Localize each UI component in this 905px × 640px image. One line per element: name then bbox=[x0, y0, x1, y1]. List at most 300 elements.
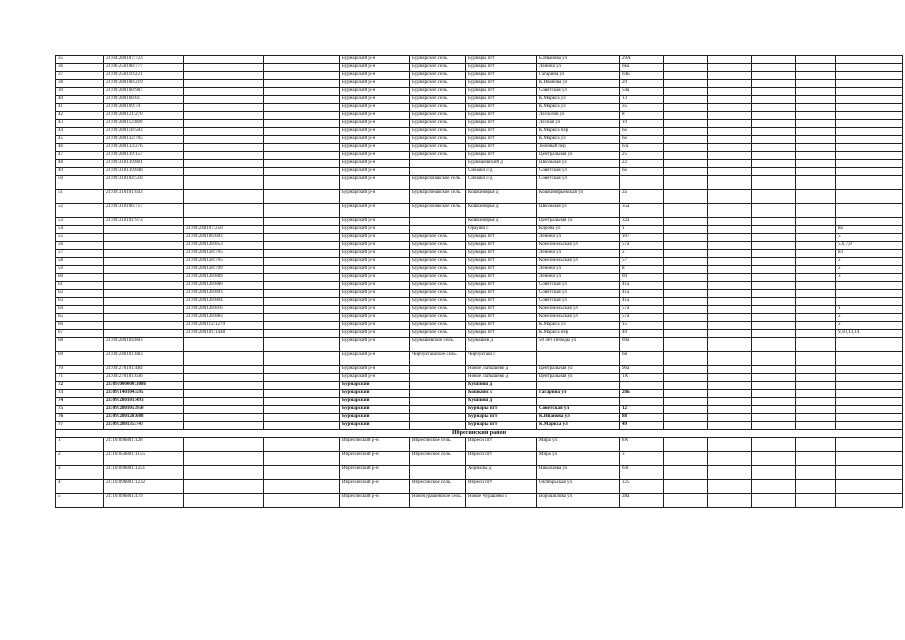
table-cell: 8 bbox=[620, 266, 664, 274]
table-cell bbox=[752, 176, 796, 190]
table-cell: Бурнары пгт bbox=[466, 322, 537, 330]
table-cell bbox=[104, 250, 184, 258]
table-row bbox=[56, 136, 903, 144]
table-cell bbox=[796, 290, 836, 298]
table-cell bbox=[796, 190, 836, 204]
table-cell: Бурнарский р-н bbox=[340, 218, 410, 226]
table-cell bbox=[708, 80, 752, 88]
table-cell bbox=[708, 168, 752, 176]
table-cell: Бурнарский р-н bbox=[340, 352, 410, 366]
table-cell bbox=[752, 120, 796, 128]
table-cell: 69а bbox=[620, 338, 664, 352]
table-cell: Новое Чурашево с bbox=[466, 494, 537, 508]
table-cell bbox=[836, 64, 903, 72]
table-cell: 52 bbox=[56, 204, 104, 218]
table-cell bbox=[264, 422, 340, 430]
table-cell bbox=[752, 96, 796, 104]
table-cell: 21:06:250108:777 bbox=[104, 64, 184, 72]
table-cell: Бурнары пгт bbox=[466, 96, 537, 104]
table-cell bbox=[664, 128, 708, 136]
table-cell bbox=[752, 144, 796, 152]
table-row bbox=[56, 80, 903, 88]
table-cell bbox=[104, 298, 184, 306]
table-cell bbox=[836, 422, 903, 430]
table-cell: 21:09:280112:1279 bbox=[184, 322, 264, 330]
table-cell bbox=[184, 338, 264, 352]
table-row bbox=[56, 282, 903, 290]
table-cell: Бурнары пгт bbox=[466, 104, 537, 112]
table-cell: 88 bbox=[620, 414, 664, 422]
table-cell: Бурнары пгт bbox=[466, 250, 537, 258]
table-cell: Бурнарский р-н bbox=[340, 152, 410, 160]
table-row bbox=[56, 258, 903, 266]
table-cell: Бурнарское сель. bbox=[410, 282, 466, 290]
table-cell bbox=[796, 160, 836, 168]
table-row bbox=[56, 306, 903, 314]
table-cell: Центральная ул bbox=[537, 152, 620, 160]
table-cell: 21:09:280133:276 bbox=[104, 144, 184, 152]
table-cell: 21:09:280132:705 bbox=[104, 136, 184, 144]
table-cell: 38 bbox=[56, 80, 104, 88]
table-cell bbox=[184, 438, 264, 452]
table-cell bbox=[664, 104, 708, 112]
table-cell: Бурнарский р-н bbox=[340, 120, 410, 128]
table-cell: Бурнарский р-н bbox=[340, 338, 410, 352]
table-cell: Бурнары пгт bbox=[466, 144, 537, 152]
table-cell: 21:09:280128:880 bbox=[184, 282, 264, 290]
table-cell bbox=[664, 136, 708, 144]
table-cell bbox=[184, 382, 264, 390]
table-cell: Лесная ул bbox=[537, 120, 620, 128]
table-cell bbox=[796, 96, 836, 104]
table-row bbox=[56, 266, 903, 274]
table-cell bbox=[752, 112, 796, 120]
table-cell bbox=[410, 422, 466, 430]
table-cell bbox=[664, 306, 708, 314]
table-cell: Бурнарский р-н bbox=[340, 298, 410, 306]
table-cell bbox=[836, 390, 903, 398]
table-cell bbox=[184, 160, 264, 168]
table-cell bbox=[264, 282, 340, 290]
table-cell: Бурнарский р-н bbox=[340, 160, 410, 168]
table-cell: К.Маркса ул bbox=[537, 322, 620, 330]
table-cell bbox=[664, 422, 708, 430]
table-cell: Ибреси пгт bbox=[466, 438, 537, 452]
table-cell: Ибреси пгт bbox=[466, 452, 537, 466]
table-cell bbox=[664, 266, 708, 274]
table-cell: 22 bbox=[620, 160, 664, 168]
table-cell: Советская ул bbox=[537, 168, 620, 176]
table-cell bbox=[752, 56, 796, 64]
table-cell: 21:09:280128:688 bbox=[104, 414, 184, 422]
table-cell: 49 bbox=[620, 330, 664, 338]
table-cell: Бурнарский р-н bbox=[340, 266, 410, 274]
table-cell bbox=[796, 120, 836, 128]
table-cell bbox=[752, 414, 796, 422]
table-cell bbox=[264, 480, 340, 494]
table-cell bbox=[752, 80, 796, 88]
table-cell: 42 bbox=[56, 112, 104, 120]
table-cell bbox=[836, 480, 903, 494]
table-cell: Бурнарский р-н bbox=[340, 366, 410, 374]
table-cell: Зеленый пер bbox=[537, 144, 620, 152]
table-cell: Бурнарский р-н bbox=[340, 282, 410, 290]
table-cell: 48 bbox=[56, 160, 104, 168]
table-cell bbox=[664, 88, 708, 96]
table-row bbox=[56, 398, 903, 406]
table-row bbox=[56, 168, 903, 176]
table-row bbox=[56, 120, 903, 128]
table-cell bbox=[836, 398, 903, 406]
table-cell: 65 bbox=[56, 314, 104, 322]
table-cell bbox=[836, 136, 903, 144]
table-row bbox=[56, 274, 903, 282]
table-cell: 21:09:280112:809 bbox=[104, 120, 184, 128]
table-cell: Хормалы д bbox=[466, 466, 537, 480]
table-cell bbox=[410, 168, 466, 176]
table-cell: 64 bbox=[56, 306, 104, 314]
table-cell bbox=[664, 480, 708, 494]
table-cell bbox=[410, 366, 466, 374]
table-body-tall-2 bbox=[56, 338, 903, 366]
table-cell: Бурнарский р-н bbox=[340, 226, 410, 234]
table-row bbox=[56, 242, 903, 250]
table-cell: 67 bbox=[56, 330, 104, 338]
table-cell: 8 bbox=[620, 112, 664, 120]
table-cell: 49 bbox=[620, 422, 664, 430]
table-row bbox=[56, 104, 903, 112]
table-cell bbox=[104, 282, 184, 290]
table-cell bbox=[752, 290, 796, 298]
table-cell bbox=[752, 104, 796, 112]
table-row bbox=[56, 226, 903, 234]
table-cell: К.Маркса ул bbox=[537, 422, 620, 430]
table-cell: Бурнарский bbox=[340, 398, 410, 406]
table-cell bbox=[264, 72, 340, 80]
table-cell: 53 bbox=[56, 218, 104, 226]
table-cell bbox=[708, 204, 752, 218]
table-cell bbox=[708, 72, 752, 80]
table-cell: Бурнарское сель. bbox=[410, 306, 466, 314]
table-cell: Кошкинярьевская ул bbox=[537, 190, 620, 204]
table-cell bbox=[264, 136, 340, 144]
table-cell: 28а bbox=[620, 494, 664, 508]
table-cell: 21:09:280108:219 bbox=[104, 80, 184, 88]
table-cell bbox=[796, 204, 836, 218]
table-cell: 61 bbox=[56, 282, 104, 290]
table-cell bbox=[796, 322, 836, 330]
table-cell bbox=[752, 322, 796, 330]
table-cell bbox=[264, 452, 340, 466]
table-cell bbox=[184, 56, 264, 64]
table-cell: 21:09:310139:848 bbox=[104, 168, 184, 176]
table-row bbox=[56, 366, 903, 374]
table-cell: Бурнары пгт bbox=[466, 80, 537, 88]
table-cell: Бурнары пгт bbox=[466, 406, 537, 414]
table-cell bbox=[752, 226, 796, 234]
table-cell bbox=[664, 406, 708, 414]
table-cell: Ибресинское сель. bbox=[410, 480, 466, 494]
table-cell: Ленина ул bbox=[537, 64, 620, 72]
table-cell: 8а bbox=[836, 226, 903, 234]
table-cell bbox=[184, 406, 264, 414]
table-cell: Бурнары пгт bbox=[466, 56, 537, 64]
table-cell bbox=[264, 466, 340, 480]
table-cell: Бурнарский р-н bbox=[340, 72, 410, 80]
table-cell bbox=[796, 382, 836, 390]
table-cell: 69 bbox=[620, 274, 664, 282]
table-cell bbox=[796, 242, 836, 250]
table-cell: 49 bbox=[56, 168, 104, 176]
table-row bbox=[56, 330, 903, 338]
table-cell: 2 bbox=[836, 322, 903, 330]
table-cell: 51 bbox=[56, 190, 104, 204]
table-cell: Бурнарский р-н bbox=[340, 112, 410, 120]
table-cell: Бурнары пгт bbox=[466, 274, 537, 282]
table-cell bbox=[264, 266, 340, 274]
table-cell bbox=[836, 382, 903, 390]
table-cell: Бурнарский р-н bbox=[340, 136, 410, 144]
table-cell bbox=[664, 452, 708, 466]
table-cell: 6ка bbox=[620, 64, 664, 72]
table-body-bold bbox=[56, 382, 903, 430]
table-cell bbox=[264, 366, 340, 374]
table-cell: 54 bbox=[56, 226, 104, 234]
table-cell bbox=[752, 480, 796, 494]
table-cell bbox=[708, 112, 752, 120]
table-cell: Сюнаки с/д bbox=[466, 168, 537, 176]
table-cell bbox=[664, 274, 708, 282]
table-row bbox=[56, 290, 903, 298]
table-cell bbox=[664, 298, 708, 306]
table-cell bbox=[708, 218, 752, 226]
table-cell: Бурнарский bbox=[340, 414, 410, 422]
table-cell: 21:09:000000:3086 bbox=[104, 382, 184, 390]
table-cell bbox=[836, 466, 903, 480]
table-cell bbox=[264, 274, 340, 282]
table-cell bbox=[752, 422, 796, 430]
table-cell: 1 bbox=[56, 438, 104, 452]
table-cell bbox=[752, 338, 796, 352]
table-cell bbox=[664, 64, 708, 72]
table-cell bbox=[836, 366, 903, 374]
table-cell: Бурнары пгт bbox=[466, 258, 537, 266]
table-cell bbox=[752, 168, 796, 176]
table-cell: Бурнарский bbox=[340, 422, 410, 430]
table-cell bbox=[796, 414, 836, 422]
table-cell: Советская ул bbox=[537, 88, 620, 96]
table-cell: Бурнарский р-н bbox=[340, 250, 410, 258]
table-cell bbox=[796, 250, 836, 258]
table-cell bbox=[836, 290, 903, 298]
table-cell: 21:09:240101:883 bbox=[104, 352, 184, 366]
table-cell bbox=[796, 422, 836, 430]
table-cell: 21:09:240107:250 bbox=[184, 226, 264, 234]
table-cell: 21:09:280128:883 bbox=[184, 314, 264, 322]
table-cell: Бурнары пгт bbox=[466, 414, 537, 422]
table-cell: Бурнарский р-н bbox=[340, 88, 410, 96]
table-cell: 6н bbox=[620, 352, 664, 366]
table-cell: 39 bbox=[56, 88, 104, 96]
table-cell bbox=[410, 374, 466, 382]
table-cell: Бурнарский р-н bbox=[340, 204, 410, 218]
table-cell bbox=[104, 226, 184, 234]
table-cell: 6/н bbox=[620, 466, 664, 480]
table-cell bbox=[708, 330, 752, 338]
table-cell: Центральная ул bbox=[537, 366, 620, 374]
table-row bbox=[56, 112, 903, 120]
table-cell bbox=[708, 438, 752, 452]
table-cell: Сюнаки с/д bbox=[466, 176, 537, 190]
table-cell: Чирчукташское сель. bbox=[410, 352, 466, 366]
table-cell bbox=[264, 352, 340, 366]
table-row bbox=[56, 152, 903, 160]
table-cell bbox=[537, 352, 620, 366]
table-cell: Бурнарский р-н bbox=[340, 306, 410, 314]
table-cell: Бурнарский р-н bbox=[340, 96, 410, 104]
table-cell bbox=[664, 352, 708, 366]
table-cell: Бурнары пгт bbox=[466, 152, 537, 160]
table-cell bbox=[752, 494, 796, 508]
table-cell bbox=[664, 366, 708, 374]
table-cell: 50 лет Победы ул bbox=[537, 338, 620, 352]
table-cell bbox=[410, 160, 466, 168]
table-cell: Бурнарский р-н bbox=[340, 56, 410, 64]
table-row bbox=[56, 480, 903, 494]
table-cell: Бурнарский р-н bbox=[340, 258, 410, 266]
table-cell bbox=[184, 112, 264, 120]
table-cell: 37 bbox=[56, 72, 104, 80]
table-cell bbox=[264, 494, 340, 508]
table-cell: 68 bbox=[56, 338, 104, 352]
table-cell bbox=[664, 338, 708, 352]
table-cell: Кошкинярья д bbox=[466, 218, 537, 226]
table-cell: Бурнашевский д bbox=[466, 160, 537, 168]
table-cell: 21:09:310106:757 bbox=[104, 204, 184, 218]
table-cell bbox=[184, 494, 264, 508]
table-cell: 63 bbox=[56, 298, 104, 306]
table-cell bbox=[752, 306, 796, 314]
table-cell bbox=[664, 330, 708, 338]
table-row bbox=[56, 494, 903, 508]
table-row bbox=[56, 406, 903, 414]
table-cell: Бурнарское сель. bbox=[410, 266, 466, 274]
table-cell bbox=[836, 414, 903, 422]
table-cell bbox=[836, 168, 903, 176]
table-cell: Бурнары пгт bbox=[466, 282, 537, 290]
table-cell: 2 bbox=[620, 250, 664, 258]
table-cell: 3 bbox=[620, 452, 664, 466]
table-cell: 41а bbox=[620, 298, 664, 306]
table-cell: 21:09:280128:893 bbox=[184, 290, 264, 298]
table-cell bbox=[664, 438, 708, 452]
table-cell: 13 bbox=[620, 96, 664, 104]
table-cell bbox=[664, 204, 708, 218]
table-cell: Новое Латышево д bbox=[466, 366, 537, 374]
table-cell bbox=[664, 176, 708, 190]
table-cell: 21:09:140104:595 bbox=[104, 390, 184, 398]
table-cell: Бурнарское сель. bbox=[410, 72, 466, 80]
table-cell: Бурнары пгт bbox=[466, 298, 537, 306]
table-cell: Гагарина ул bbox=[537, 390, 620, 398]
table-cell bbox=[708, 290, 752, 298]
table-cell: 57 bbox=[620, 258, 664, 266]
table-cell bbox=[796, 452, 836, 466]
table-cell bbox=[184, 120, 264, 128]
table-cell: 21:10:090801:1232 bbox=[104, 480, 184, 494]
table-cell: 57а bbox=[620, 306, 664, 314]
table-cell bbox=[664, 414, 708, 422]
table-cell bbox=[664, 250, 708, 258]
table-cell bbox=[708, 352, 752, 366]
table-cell bbox=[184, 168, 264, 176]
table-cell bbox=[752, 88, 796, 96]
table-cell bbox=[796, 338, 836, 352]
table-cell: Бурнарсюнакское сель. bbox=[410, 176, 466, 190]
table-cell bbox=[752, 258, 796, 266]
section-header-body bbox=[56, 430, 903, 438]
table-cell bbox=[664, 374, 708, 382]
table-cell: Ибресинский р-н bbox=[340, 480, 410, 494]
table-cell bbox=[752, 250, 796, 258]
table-cell: Ибресинское сель. bbox=[410, 452, 466, 466]
table-cell bbox=[184, 452, 264, 466]
table-cell: К.Маркса ул bbox=[537, 136, 620, 144]
table-cell: 6а bbox=[620, 128, 664, 136]
table-cell bbox=[104, 330, 184, 338]
table-cell bbox=[708, 306, 752, 314]
table-cell bbox=[796, 226, 836, 234]
table-cell bbox=[664, 282, 708, 290]
table-cell bbox=[664, 160, 708, 168]
table-cell: Бурнарское сель. bbox=[410, 234, 466, 242]
table-cell bbox=[796, 128, 836, 136]
table-cell: 74 bbox=[56, 398, 104, 406]
table-cell bbox=[796, 104, 836, 112]
table-cell: Бурнарский р-н bbox=[340, 234, 410, 242]
table-cell bbox=[796, 258, 836, 266]
table-cell bbox=[752, 128, 796, 136]
table-cell bbox=[664, 398, 708, 406]
table-row bbox=[56, 352, 903, 366]
table-cell bbox=[708, 274, 752, 282]
table-cell: Бурнарское сель. bbox=[410, 250, 466, 258]
table-cell bbox=[796, 466, 836, 480]
table-cell bbox=[410, 226, 466, 234]
table-cell: Кирова ул bbox=[537, 226, 620, 234]
table-cell bbox=[184, 72, 264, 80]
table-cell: Ленина ул bbox=[537, 250, 620, 258]
table-cell: 21:09:280128:795 bbox=[184, 250, 264, 258]
table-row bbox=[56, 96, 903, 104]
table-cell: 40 bbox=[56, 96, 104, 104]
table-cell bbox=[708, 120, 752, 128]
table-cell: 21:09:310139:801 bbox=[104, 160, 184, 168]
table-cell bbox=[796, 314, 836, 322]
table-cell bbox=[620, 398, 664, 406]
table-cell: 21:09:310101:643 bbox=[104, 190, 184, 204]
table-cell bbox=[264, 314, 340, 322]
table-row bbox=[56, 56, 903, 64]
table-cell bbox=[664, 290, 708, 298]
table-cell bbox=[796, 374, 836, 382]
table-cell: Ибресинский р-н bbox=[340, 452, 410, 466]
table-cell: 83 bbox=[836, 250, 903, 258]
table-cell bbox=[264, 242, 340, 250]
table-cell bbox=[708, 104, 752, 112]
table-cell bbox=[664, 494, 708, 508]
table-cell bbox=[264, 338, 340, 352]
